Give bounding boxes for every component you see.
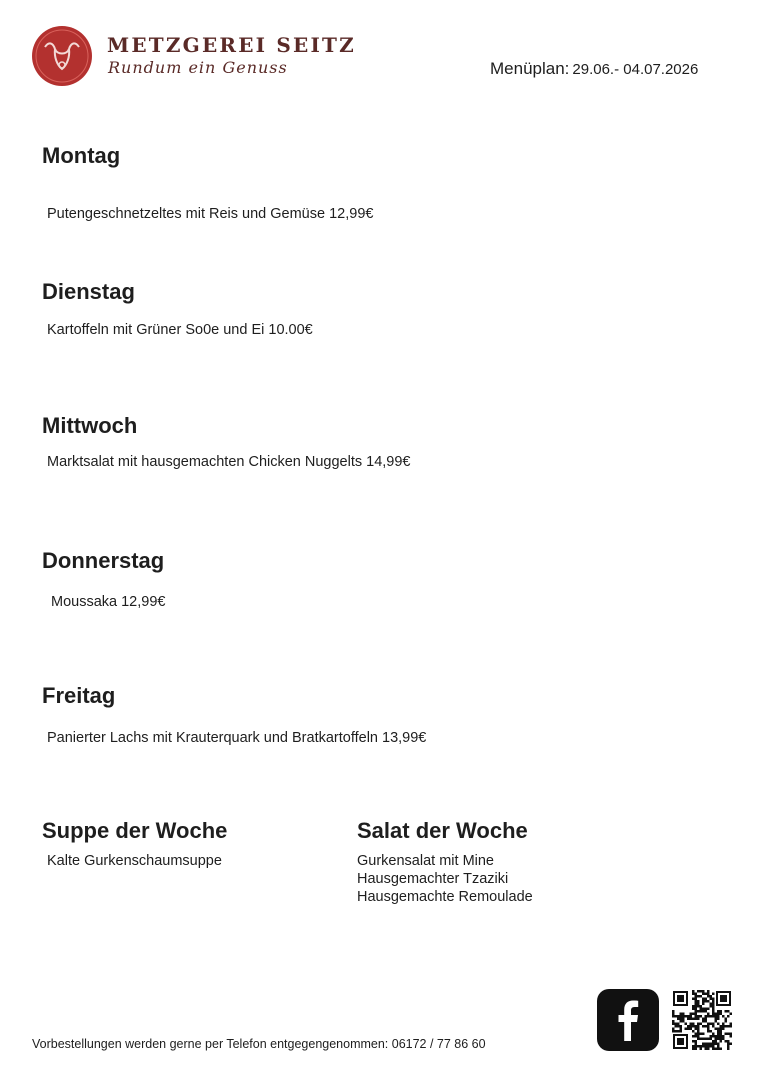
day-title-freitag: Freitag: [42, 683, 116, 708]
salad-item: Gurkensalat mit Mine: [357, 853, 494, 869]
day-title-donnerstag: Donnerstag: [42, 548, 165, 573]
brand-tagline: Rundum ein Genuss: [108, 58, 288, 77]
bull-head-seal-icon: [31, 25, 93, 87]
dish-dienstag: Kartoffeln mit Grüner So0e und Ei 10.00€: [47, 322, 313, 338]
dish-montag: Putengeschnetzeltes mit Reis und Gemüse 12,99€: [47, 206, 374, 222]
menu-label: Menüplan:: [490, 59, 570, 78]
brand-name: METZGEREI SEITZ: [107, 33, 356, 57]
soup-title: Suppe der Woche: [42, 818, 228, 843]
facebook-icon[interactable]: [597, 989, 659, 1051]
day-title-mittwoch: Mittwoch: [42, 413, 138, 438]
dish-mittwoch: Marktsalat mit hausgemachten Chicken Nuggelts 14,99€: [47, 454, 411, 470]
salad-item: Hausgemachte Remoulade: [357, 889, 533, 905]
menu-dates: 29.06.- 04.07.2026: [572, 61, 699, 78]
menu-date: [490, 59, 698, 79]
salad-title: Salat der Woche: [357, 818, 528, 843]
dish-donnerstag: Moussaka 12,99€: [51, 594, 166, 610]
soup-item: Kalte Gurkenschaumsuppe: [47, 853, 222, 869]
day-title-montag: Montag: [42, 143, 121, 168]
salad-item: Hausgemachter Tzaziki: [357, 871, 509, 887]
footer-note: Vorbestellungen werden gerne per Telefon entgegengenommen: 06172 / 77 86 60: [32, 1037, 486, 1051]
qr-code-icon[interactable]: [672, 990, 732, 1050]
day-title-dienstag: Dienstag: [42, 279, 135, 304]
dish-freitag: Panierter Lachs mit Krauterquark und Bratkartoffeln 13,99€: [47, 730, 427, 746]
